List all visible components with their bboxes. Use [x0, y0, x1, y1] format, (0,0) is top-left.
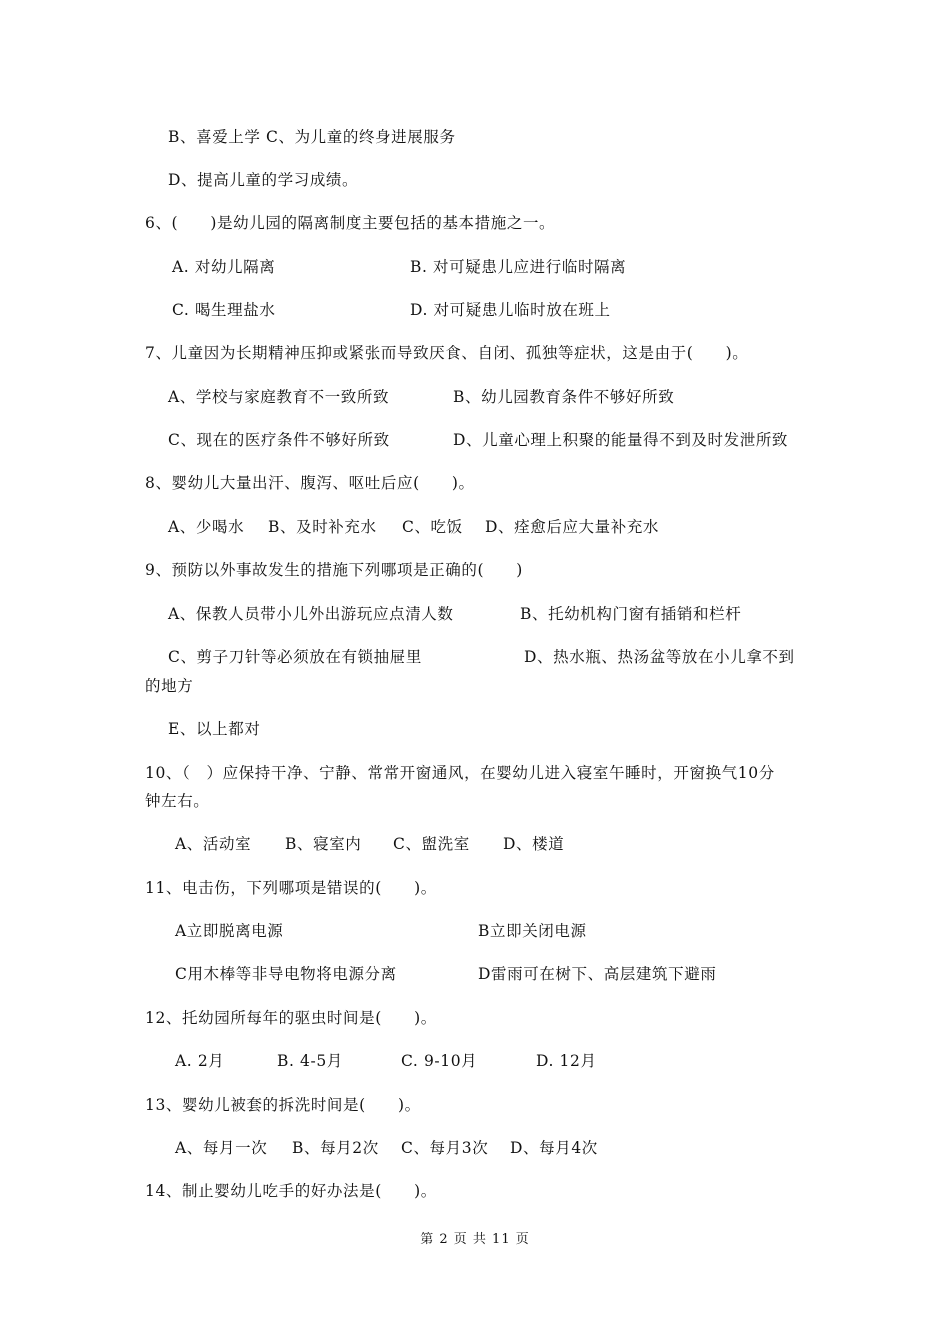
question-9-option-d-continued: 的地方	[145, 677, 194, 695]
question-12-option-c: C. 9-10月	[401, 1052, 478, 1070]
question-7-option-d: D、儿童心理上积聚的能量得不到及时发泄所致	[453, 431, 789, 449]
question-11-option-a: A立即脱离电源	[175, 922, 284, 940]
question-6-option-a: A. 对幼儿隔离	[172, 258, 276, 276]
question-6-stem: 6、( )是幼儿园的隔离制度主要包括的基本措施之一。	[145, 214, 556, 232]
question-8-option-b: B、及时补充水	[268, 518, 377, 536]
question-10-option-c: C、盥洗室	[393, 835, 470, 853]
question-11-stem: 11、电击伤，下列哪项是错误的( )。	[145, 879, 437, 897]
question-13-option-c: C、每月3次	[401, 1139, 489, 1157]
question-7-option-b: B、幼儿园教育条件不够好所致	[453, 388, 675, 406]
question-7-option-c: C、现在的医疗条件不够好所致	[168, 431, 390, 449]
question-8-option-d: D、痊愈后应大量补充水	[485, 518, 660, 536]
question-10-stem-continued: 钟左右。	[145, 792, 210, 810]
question-11-option-d: D雷雨可在树下、高层建筑下避雨	[478, 965, 717, 983]
question-12-option-d: D. 12月	[536, 1052, 597, 1070]
question-12-option-b: B. 4-5月	[277, 1052, 343, 1070]
question-9-option-b: B、托幼机构门窗有插销和栏杆	[520, 605, 742, 623]
question-7-stem: 7、儿童因为长期精神压抑或紧张而导致厌食、自闭、孤独等症状，这是由于( )。	[145, 344, 749, 362]
question-6-option-d: D. 对可疑患儿临时放在班上	[410, 301, 611, 319]
question-8-option-a: A、少喝水	[168, 518, 245, 536]
page-footer: 第 2 页 共 11 页	[420, 1232, 530, 1247]
question-12-option-a: A. 2月	[175, 1052, 225, 1070]
question-13-option-d: D、每月4次	[510, 1139, 598, 1157]
question-8-option-c: C、吃饭	[402, 518, 463, 536]
question-11-option-c: C用木棒等非导电物将电源分离	[175, 965, 397, 983]
question-9-option-a: A、保教人员带小儿外出游玩应点清人数	[168, 605, 454, 623]
question-9-stem: 9、预防以外事故发生的措施下列哪项是正确的( )	[145, 561, 523, 579]
question-13-stem: 13、婴幼儿被套的拆洗时间是( )。	[145, 1096, 421, 1114]
option-line-d: D、提高儿童的学习成绩。	[168, 171, 359, 189]
question-8-stem: 8、婴幼儿大量出汗、腹泻、呕吐后应( )。	[145, 474, 475, 492]
question-9-option-e: E、以上都对	[168, 720, 261, 738]
question-10-option-b: B、寝室内	[285, 835, 362, 853]
question-10-option-a: A、活动室	[175, 835, 252, 853]
question-6-option-b: B. 对可疑患儿应进行临时隔离	[410, 258, 627, 276]
question-13-option-b: B、每月2次	[292, 1139, 379, 1157]
question-9-option-c: C、剪子刀针等必须放在有锁抽屉里	[168, 648, 422, 666]
question-13-option-a: A、每月一次	[175, 1139, 268, 1157]
option-line-b: B、喜爱上学 C、为儿童的终身进展服务	[168, 128, 456, 146]
question-7-option-a: A、学校与家庭教育不一致所致	[168, 388, 390, 406]
question-12-stem: 12、托幼园所每年的驱虫时间是( )。	[145, 1009, 437, 1027]
question-9-option-d: D、热水瓶、热汤盆等放在小儿拿不到	[524, 648, 795, 666]
question-14-stem: 14、制止婴幼儿吃手的好办法是( )。	[145, 1182, 437, 1200]
question-10-stem: 10、（ ）应保持干净、宁静、常常开窗通风，在婴幼儿进入寝室午睡时，开窗换气10分	[145, 764, 775, 782]
question-11-option-b: B立即关闭电源	[478, 922, 587, 940]
question-10-option-d: D、楼道	[503, 835, 565, 853]
question-6-option-c: C. 喝生理盐水	[172, 301, 276, 319]
